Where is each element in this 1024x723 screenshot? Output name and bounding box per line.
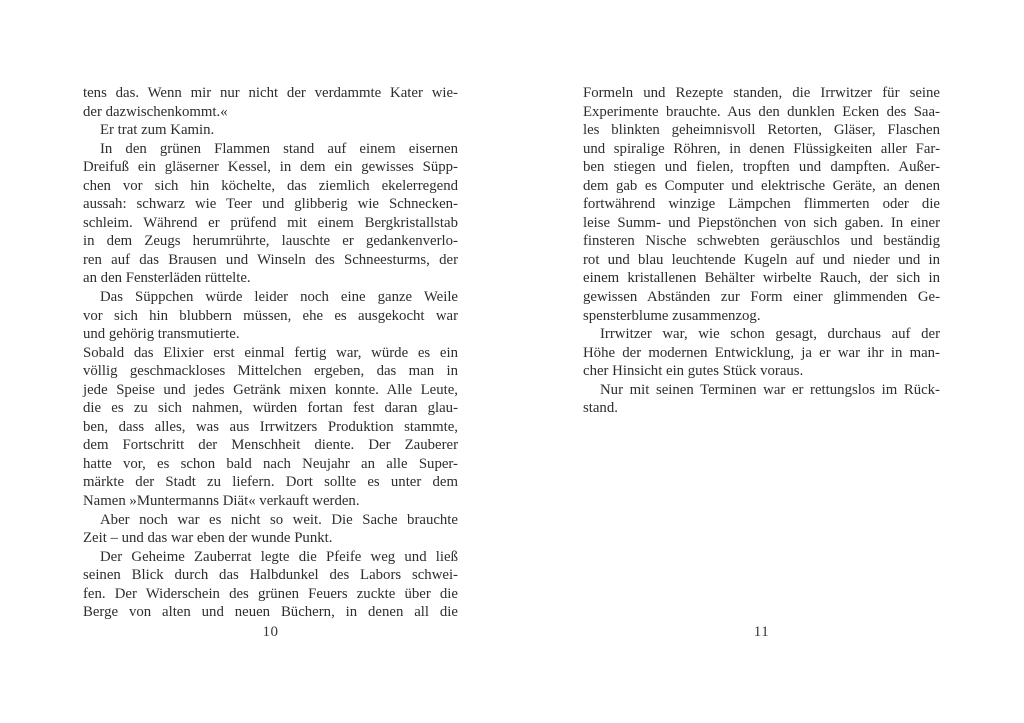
text-line: Irrwitzer war, wie schon gesagt, durchaus auf der bbox=[600, 326, 940, 343]
text-line: Der Geheime Zauberrat legte die Pfeife weg und ließ bbox=[100, 548, 458, 565]
text-line: spensterblume zusammenzog. bbox=[583, 307, 761, 324]
text-line: fen. Der Widerschein des grünen Feuers zuckte über die bbox=[83, 585, 458, 602]
text-line: leise Summ- und Piepstönchen von sich gaben. In einer bbox=[583, 214, 940, 231]
text-line: der dazwischenkommt.« bbox=[83, 103, 228, 120]
text-line: ben, dass alles, was aus Irrwitzers Produktion stammte, bbox=[83, 418, 458, 435]
text-line: Er trat zum Kamin. bbox=[100, 122, 215, 139]
text-line: chen vor sich hin köchelte, das ziemlich ekelerregend bbox=[83, 177, 458, 194]
text-line: les blinkten geheimnisvoll Retorten, Gläser, Flaschen bbox=[583, 122, 940, 139]
text-line: Dreifuß ein gläserner Kessel, in dem ein gewisses Süpp- bbox=[83, 159, 458, 176]
text-line: aussah: schwarz wie Teer und glibberig wie Schnecken- bbox=[83, 196, 458, 213]
text-line: Das Süppchen würde leider noch eine ganze Weile bbox=[100, 289, 458, 306]
text-line: In den grünen Flammen stand auf einem eisernen bbox=[100, 140, 458, 157]
page-left bbox=[83, 84, 458, 640]
text-line: Formeln und Rezepte standen, die Irrwitzer für seine bbox=[583, 85, 940, 101]
text-line: märkte der Stadt zu liefern. Dort sollte es unter dem bbox=[83, 474, 458, 491]
text-line: gewissen Abständen zur Form einer glimmenden Ge- bbox=[583, 289, 940, 306]
text-line: Sobald das Elixier erst einmal fertig war, würde es ein bbox=[83, 344, 458, 361]
text-line: dem gab es Computer und elektrische Geräte, an denen bbox=[583, 177, 940, 194]
text-line: ben stiegen und fielen, tropften und dampften. Außer- bbox=[583, 159, 940, 176]
text-line: Experimente brauchte. Aus den dunklen Ecken des Saa- bbox=[583, 103, 940, 120]
text-line: Nur mit seinen Terminen war er rettungslos im Rück- bbox=[600, 381, 940, 398]
text-line: dem Fortschritt der Menschheit diente. Der Zauberer bbox=[83, 437, 458, 454]
text-line: in dem Zeugs herumrührte, lauschte er gedankenverlo- bbox=[83, 233, 458, 250]
text-line: finsteren Nische schwebten geräuschlos und beständig bbox=[583, 233, 940, 250]
text-line: vor sich hin blubbern müssen, ehe es ausgekocht war bbox=[83, 307, 458, 324]
text-line: Berge von alten und neuen Büchern, in denen all die bbox=[83, 604, 458, 621]
text-line: und gehörig transmutierte. bbox=[83, 326, 240, 343]
text-line: rot und blau leuchtende Kugeln auf und nieder und in bbox=[583, 251, 940, 268]
page-right-text-block bbox=[583, 84, 940, 418]
text-line: Namen »Muntermanns Diät« verkauft werden. bbox=[83, 493, 360, 510]
text-line: schleim. Während er prüfend mit einem Bergkristallstab bbox=[83, 214, 458, 231]
text-line: und spiralige Röhren, in denen Flüssigkeiten aller Far- bbox=[583, 140, 940, 157]
text-line: ren auf das Brausen und Winseln des Schneesturms, der bbox=[83, 251, 458, 268]
text-line: stand. bbox=[583, 400, 618, 417]
text-line: Zeit – und das war eben der wunde Punkt. bbox=[83, 530, 333, 547]
page-right bbox=[583, 84, 940, 640]
page-left-text-block bbox=[83, 84, 458, 622]
text-line: Höhe der modernen Entwicklung, ja er war ihr in man- bbox=[583, 344, 940, 361]
text-line: tens das. Wenn mir nur nicht der verdammte Kater wie- bbox=[83, 85, 458, 101]
text-line: die es zu sich nahmen, würden fortan fest daran glau- bbox=[83, 400, 458, 417]
text-line: einem kristallenen Behälter wirbelte Rauch, der sich in bbox=[583, 270, 940, 287]
text-line: an den Fensterläden rüttelte. bbox=[83, 270, 251, 287]
text-line: hatte vor, es schon bald nach Neujahr an alle Super- bbox=[83, 455, 458, 472]
text-line: fortwährend winzige Lämpchen flimmerten oder die bbox=[583, 196, 940, 213]
text-line: cher Hinsicht ein gutes Stück voraus. bbox=[583, 363, 804, 380]
text-line: jede Speise und jedes Getränk mixen konnte. Alle Leute, bbox=[83, 381, 458, 398]
text-line: seinen Blick durch das Halbdunkel des Labors schwei- bbox=[83, 567, 458, 584]
page-left-number: 10 bbox=[262, 624, 279, 640]
text-line: Aber noch war es nicht so weit. Die Sache brauchte bbox=[100, 511, 458, 528]
text-line: völlig geschmackloses Mittelchen ergeben, das man in bbox=[83, 363, 458, 380]
page-right-number: 11 bbox=[753, 624, 770, 640]
